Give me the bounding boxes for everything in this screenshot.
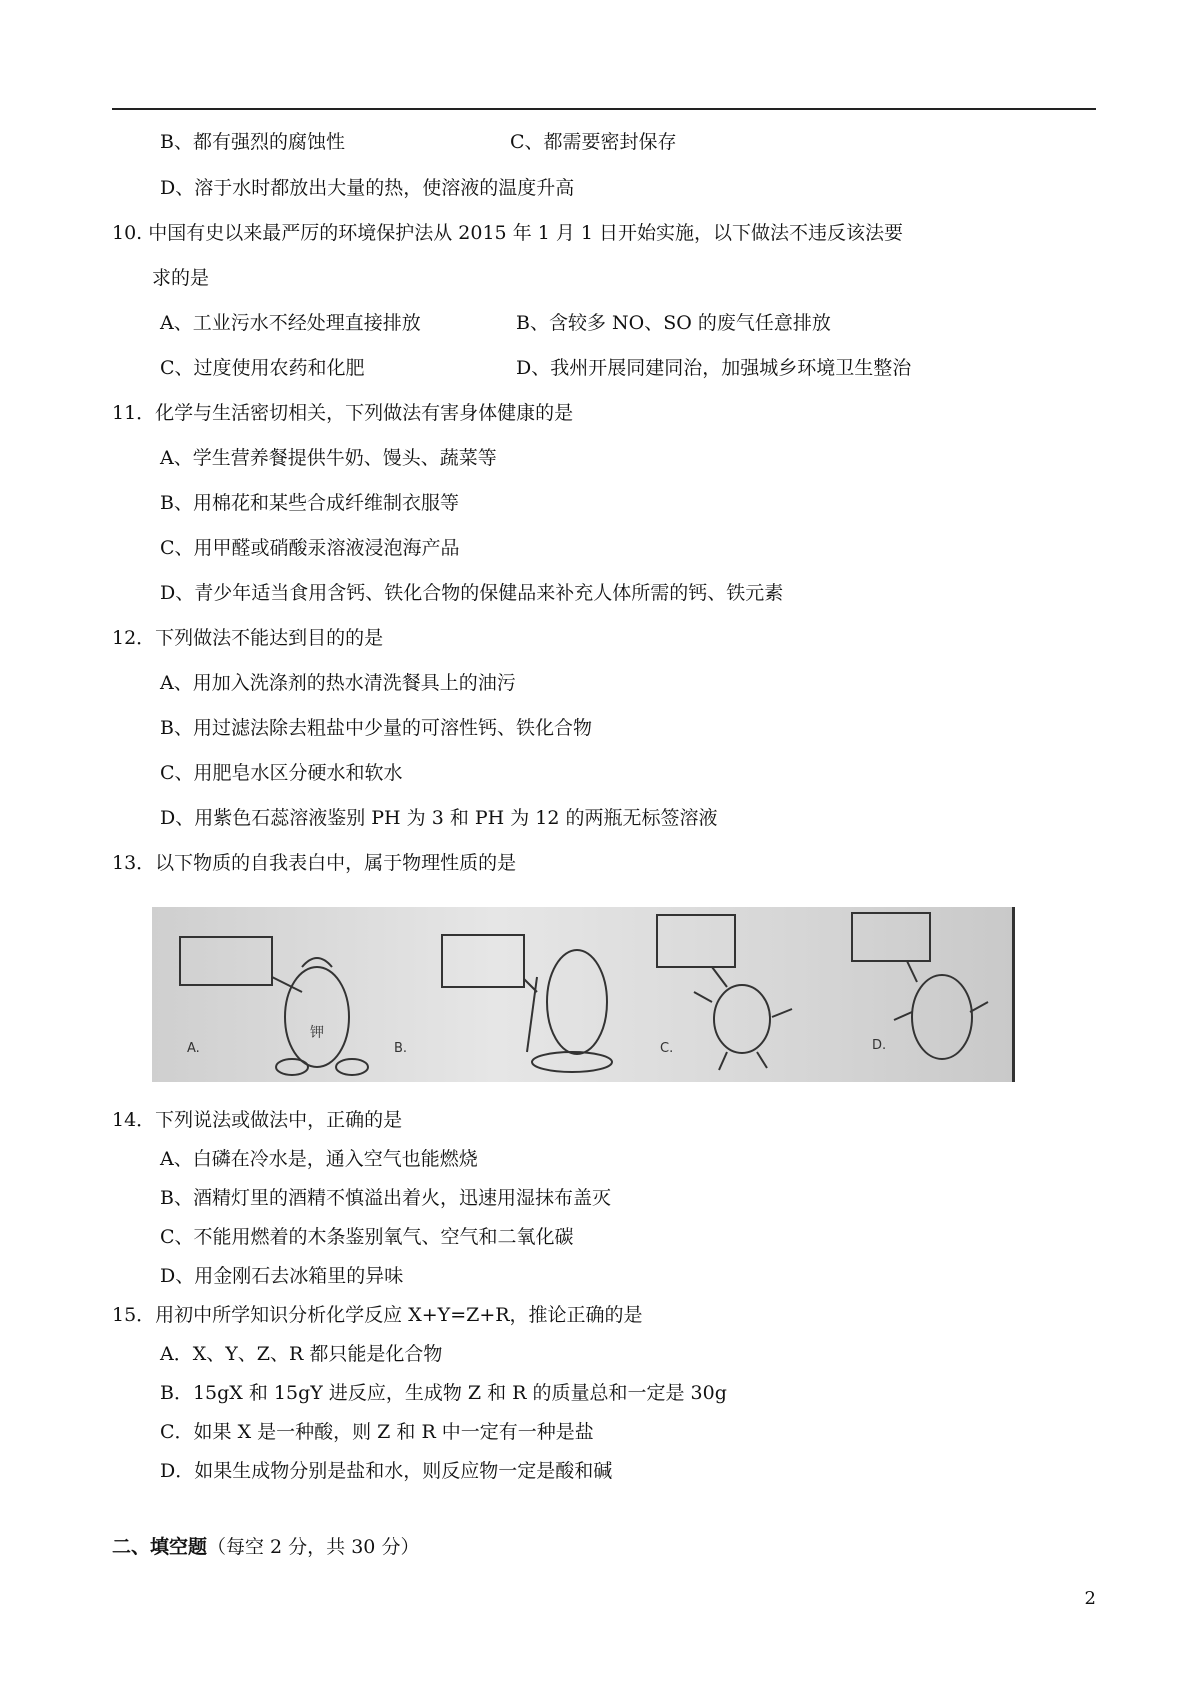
q15-option-a: A．X、Y、Z、R 都只能是化合物 xyxy=(160,1343,443,1365)
q9-option-c: C、都需要密封保存 xyxy=(510,131,677,153)
figure-label-d: D. xyxy=(872,1038,887,1053)
q12-option-c: C、用肥皂水区分硬水和软水 xyxy=(160,762,403,784)
character-a-shoe-right xyxy=(336,1059,368,1075)
q9-option-d: D、溶于水时都放出大量的热，使溶液的温度升高 xyxy=(160,177,575,199)
character-d-body xyxy=(912,975,972,1059)
section-title: 二、填空题 xyxy=(112,1536,208,1558)
q14-option-c: C、不能用燃着的木条鉴别氧气、空气和二氧化碳 xyxy=(160,1226,574,1248)
q15-option-d: D．如果生成物分别是盐和水，则反应物一定是酸和碱 xyxy=(160,1460,613,1482)
q12-option-d: D、用紫色石蕊溶液鉴别 PH 为 3 和 PH 为 12 的两瓶无标签溶液 xyxy=(160,807,718,829)
q11-option-a: A、学生营养餐提供牛奶、馒头、蔬菜等 xyxy=(160,447,497,469)
q14-option-a: A、白磷在冷水是，通入空气也能燃烧 xyxy=(160,1148,478,1170)
speech-box-d xyxy=(852,913,930,961)
q14-stem: 14．下列说法或做法中，正确的是 xyxy=(112,1109,403,1131)
character-b-base xyxy=(532,1052,612,1072)
speech-tail-d xyxy=(907,961,917,982)
q13-cartoon-figure xyxy=(152,907,1015,1082)
header-rule xyxy=(112,108,1096,110)
q12-option-b: B、用过滤法除去粗盐中少量的可溶性钙、铁化合物 xyxy=(160,717,592,739)
character-d-arms xyxy=(894,1002,988,1020)
figure-label-a: A. xyxy=(187,1041,200,1056)
speech-box-a xyxy=(180,937,272,985)
character-a-bow xyxy=(302,958,332,967)
q14-option-b: B、酒精灯里的酒精不慎溢出着火，迅速用湿抹布盖灭 xyxy=(160,1187,611,1209)
speech-tail-c xyxy=(712,967,727,987)
q15-option-c: C．如果 X 是一种酸，则 Z 和 R 中一定有一种是盐 xyxy=(160,1421,594,1443)
q11-stem: 11．化学与生活密切相关，下列做法有害身体健康的是 xyxy=(112,402,574,424)
figure-label-b: B. xyxy=(394,1041,408,1056)
q10-stem-cont: 求的是 xyxy=(152,267,210,289)
q10-option-c: C、过度使用农药和化肥 xyxy=(160,357,365,379)
figure-char-label: 钾 xyxy=(310,1025,324,1041)
q13-stem: 13．以下物质的自我表白中，属于物理性质的是 xyxy=(112,852,517,874)
q11-option-d: D、青少年适当食用含钙、铁化合物的保健品来补充人体所需的钙、铁元素 xyxy=(160,582,784,604)
q11-option-b: B、用棉花和某些合成纤维制衣服等 xyxy=(160,492,459,514)
q15-stem: 15．用初中所学知识分析化学反应 X+Y=Z+R，推论正确的是 xyxy=(112,1304,643,1326)
q10-option-b: B、含较多 NO、SO 的废气任意排放 xyxy=(516,312,831,334)
q10-option-d: D、我州开展同建同治，加强城乡环境卫生整治 xyxy=(516,357,912,379)
q9-option-b: B、都有强烈的腐蚀性 xyxy=(160,131,345,153)
q14-option-d: D、用金刚石去冰箱里的异味 xyxy=(160,1265,404,1287)
q12-option-a: A、用加入洗涤剂的热水清洗餐具上的油污 xyxy=(160,672,516,694)
q10-option-a: A、工业污水不经处理直接排放 xyxy=(160,312,421,334)
character-c-limbs xyxy=(694,992,792,1070)
figure-label-c: C. xyxy=(660,1041,674,1056)
q12-stem: 12．下列做法不能达到目的的是 xyxy=(112,627,384,649)
section-note: （每空 2 分，共 30 分） xyxy=(207,1536,420,1558)
character-b-body xyxy=(547,950,607,1054)
speech-box-b xyxy=(442,935,524,987)
character-a-shoe-left xyxy=(276,1059,308,1075)
speech-tail-a xyxy=(272,977,302,992)
q10-stem: 10. 中国有史以来最严厉的环境保护法从 2015 年 1 月 1 日开始实施，以下做法不违反该法要 xyxy=(112,222,904,244)
section-heading xyxy=(112,1535,419,1559)
q15-option-b: B．15gX 和 15gY 进反应，生成物 Z 和 R 的质量总和一定是 30g xyxy=(160,1382,727,1404)
character-a-body xyxy=(285,967,349,1067)
page-number: 2 xyxy=(1084,1588,1096,1609)
cartoon-drawing xyxy=(152,907,1012,1082)
q11-option-c: C、用甲醛或硝酸汞溶液浸泡海产品 xyxy=(160,537,460,559)
speech-box-c xyxy=(657,915,735,967)
character-c-body xyxy=(714,985,770,1053)
